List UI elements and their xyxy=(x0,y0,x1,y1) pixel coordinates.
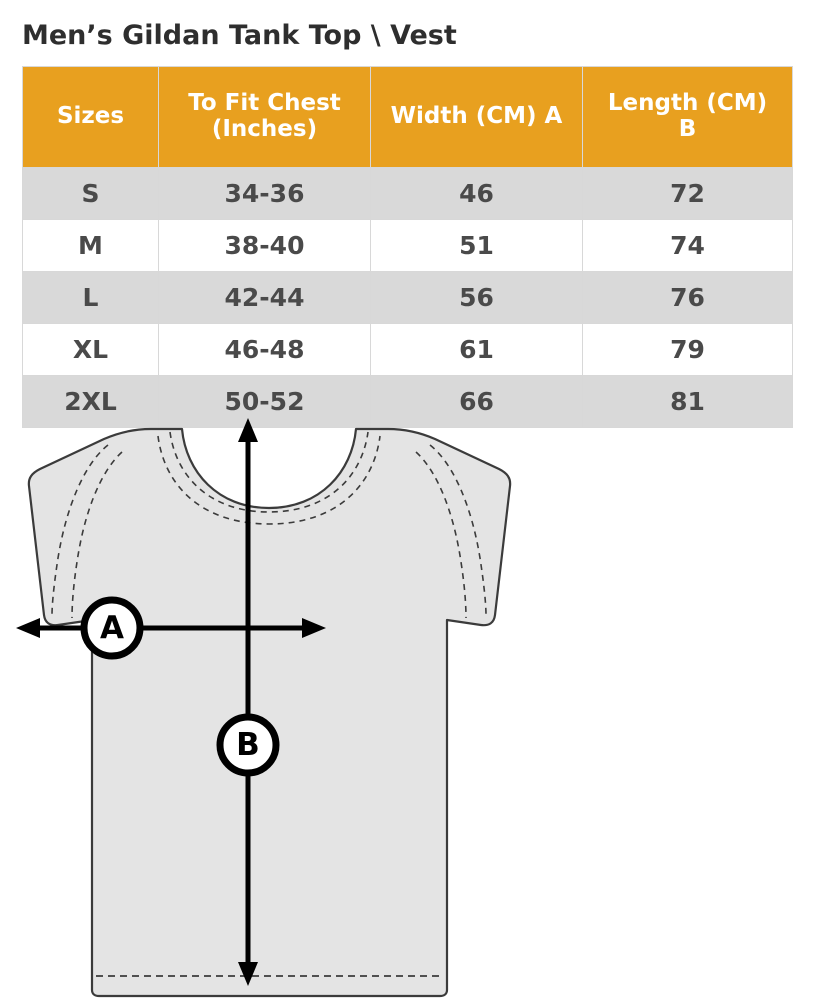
marker-a xyxy=(84,600,140,656)
column-header-width: Width (CM) A xyxy=(371,67,583,168)
size-chart-table xyxy=(22,66,793,428)
column-header-sizes: Sizes xyxy=(23,67,159,168)
page-title: Men’s Gildan Tank Top \ Vest xyxy=(22,20,457,51)
marker-b-label: B xyxy=(236,727,260,763)
cell-size: L xyxy=(23,272,159,324)
cell-size: XL xyxy=(23,324,159,376)
table-row xyxy=(23,324,793,376)
cell-length: 76 xyxy=(583,272,793,324)
garment-diagram xyxy=(0,412,818,1007)
cell-size: 2XL xyxy=(23,376,159,428)
cell-width: 56 xyxy=(371,272,583,324)
column-header-chest: To Fit Chest (Inches) xyxy=(159,67,371,168)
cell-width: 66 xyxy=(371,376,583,428)
tank-top-vest-illustration xyxy=(29,429,510,996)
cell-chest: 34-36 xyxy=(159,168,371,220)
cell-length: 74 xyxy=(583,220,793,272)
table-row xyxy=(23,168,793,220)
cell-size: S xyxy=(23,168,159,220)
cell-size: M xyxy=(23,220,159,272)
cell-chest: 38-40 xyxy=(159,220,371,272)
marker-a-label: A xyxy=(100,610,124,646)
cell-width: 51 xyxy=(371,220,583,272)
table-header-row xyxy=(23,67,793,168)
cell-length: 72 xyxy=(583,168,793,220)
cell-chest: 46-48 xyxy=(159,324,371,376)
cell-chest: 42-44 xyxy=(159,272,371,324)
cell-length: 79 xyxy=(583,324,793,376)
cell-width: 61 xyxy=(371,324,583,376)
cell-chest: 50-52 xyxy=(159,376,371,428)
table-row xyxy=(23,272,793,324)
column-header-length: Length (CM) B xyxy=(583,67,793,168)
cell-length: 81 xyxy=(583,376,793,428)
table-row xyxy=(23,220,793,272)
marker-b xyxy=(220,717,276,773)
cell-width: 46 xyxy=(371,168,583,220)
